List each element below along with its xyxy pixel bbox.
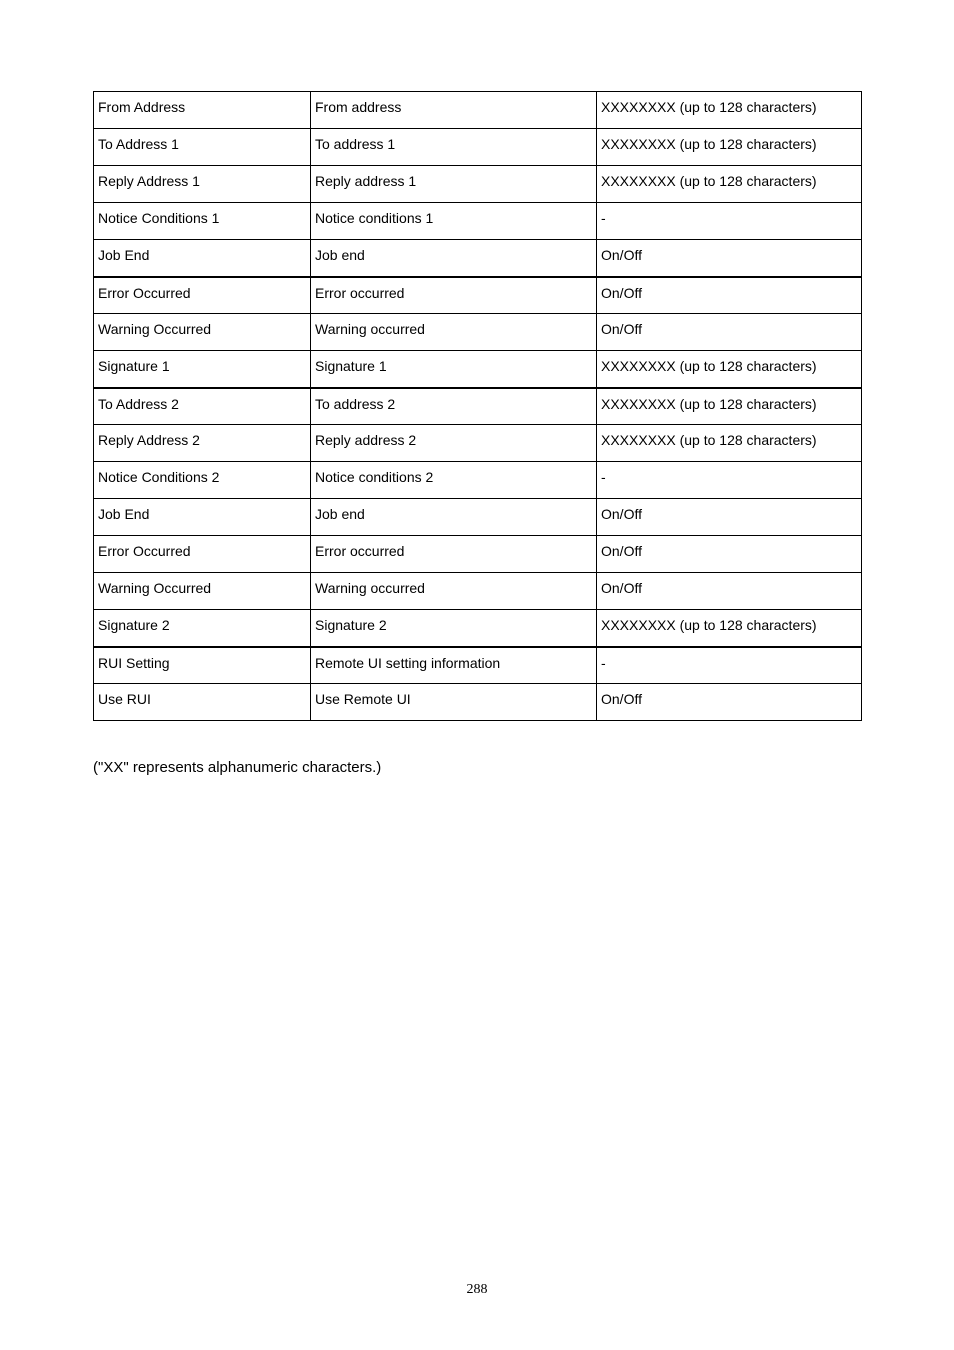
setting-value-cell: XXXXXXXX (up to 128 characters) <box>597 351 862 388</box>
setting-value-cell: XXXXXXXX (up to 128 characters) <box>597 388 862 425</box>
setting-value-cell: On/Off <box>597 536 862 573</box>
setting-display-cell: Notice conditions 1 <box>311 203 597 240</box>
table-row <box>94 610 862 647</box>
setting-display-cell: To address 1 <box>311 129 597 166</box>
table-row <box>94 129 862 166</box>
table-row <box>94 92 862 129</box>
setting-value-cell: - <box>597 462 862 499</box>
setting-name-cell: Warning Occurred <box>94 573 311 610</box>
setting-name-cell: Notice Conditions 2 <box>94 462 311 499</box>
setting-name-cell: Use RUI <box>94 684 311 721</box>
setting-name-cell: Job End <box>94 240 311 277</box>
setting-name-cell: Signature 1 <box>94 351 311 388</box>
page-number: 288 <box>466 1282 488 1297</box>
setting-name-cell: To Address 1 <box>94 129 311 166</box>
setting-value-cell: On/Off <box>597 684 862 721</box>
setting-display-cell: Signature 2 <box>311 610 597 647</box>
setting-display-cell: Error occurred <box>311 277 597 314</box>
settings-table <box>93 91 862 721</box>
setting-display-cell: Error occurred <box>311 536 597 573</box>
setting-display-cell: To address 2 <box>311 388 597 425</box>
setting-value-cell: On/Off <box>597 277 862 314</box>
setting-display-cell: Job end <box>311 240 597 277</box>
table-row <box>94 499 862 536</box>
setting-display-cell: Reply address 1 <box>311 166 597 203</box>
table-row <box>94 388 862 425</box>
setting-name-cell: Reply Address 2 <box>94 425 311 462</box>
setting-name-cell: Notice Conditions 1 <box>94 203 311 240</box>
setting-display-cell: Notice conditions 2 <box>311 462 597 499</box>
setting-display-cell: Remote UI setting information <box>311 647 597 684</box>
setting-name-cell: Job End <box>94 499 311 536</box>
table-row <box>94 462 862 499</box>
table-row <box>94 240 862 277</box>
setting-value-cell: On/Off <box>597 240 862 277</box>
table-row <box>94 203 862 240</box>
setting-value-cell: - <box>597 647 862 684</box>
setting-display-cell: Job end <box>311 499 597 536</box>
table-row <box>94 647 862 684</box>
setting-display-cell: Signature 1 <box>311 351 597 388</box>
setting-value-cell: XXXXXXXX (up to 128 characters) <box>597 166 862 203</box>
setting-value-cell: On/Off <box>597 573 862 610</box>
table-row <box>94 166 862 203</box>
table-row <box>94 351 862 388</box>
setting-name-cell: To Address 2 <box>94 388 311 425</box>
table-row <box>94 536 862 573</box>
setting-display-cell: Use Remote UI <box>311 684 597 721</box>
setting-value-cell: On/Off <box>597 314 862 351</box>
setting-name-cell: Reply Address 1 <box>94 166 311 203</box>
setting-value-cell: - <box>597 203 862 240</box>
table-row <box>94 277 862 314</box>
setting-display-cell: Reply address 2 <box>311 425 597 462</box>
setting-value-cell: XXXXXXXX (up to 128 characters) <box>597 92 862 129</box>
setting-value-cell: XXXXXXXX (up to 128 characters) <box>597 425 862 462</box>
table-row <box>94 314 862 351</box>
setting-name-cell: Error Occurred <box>94 536 311 573</box>
table-row <box>94 425 862 462</box>
setting-name-cell: Warning Occurred <box>94 314 311 351</box>
table-row <box>94 684 862 721</box>
setting-value-cell: On/Off <box>597 499 862 536</box>
setting-display-cell: Warning occurred <box>311 573 597 610</box>
setting-name-cell: Signature 2 <box>94 610 311 647</box>
setting-name-cell: Error Occurred <box>94 277 311 314</box>
setting-display-cell: From address <box>311 92 597 129</box>
footnote: ("XX" represents alphanumeric characters.) <box>93 759 382 776</box>
setting-value-cell: XXXXXXXX (up to 128 characters) <box>597 610 862 647</box>
setting-display-cell: Warning occurred <box>311 314 597 351</box>
setting-name-cell: From Address <box>94 92 311 129</box>
table-row <box>94 573 862 610</box>
setting-value-cell: XXXXXXXX (up to 128 characters) <box>597 129 862 166</box>
setting-name-cell: RUI Setting <box>94 647 311 684</box>
